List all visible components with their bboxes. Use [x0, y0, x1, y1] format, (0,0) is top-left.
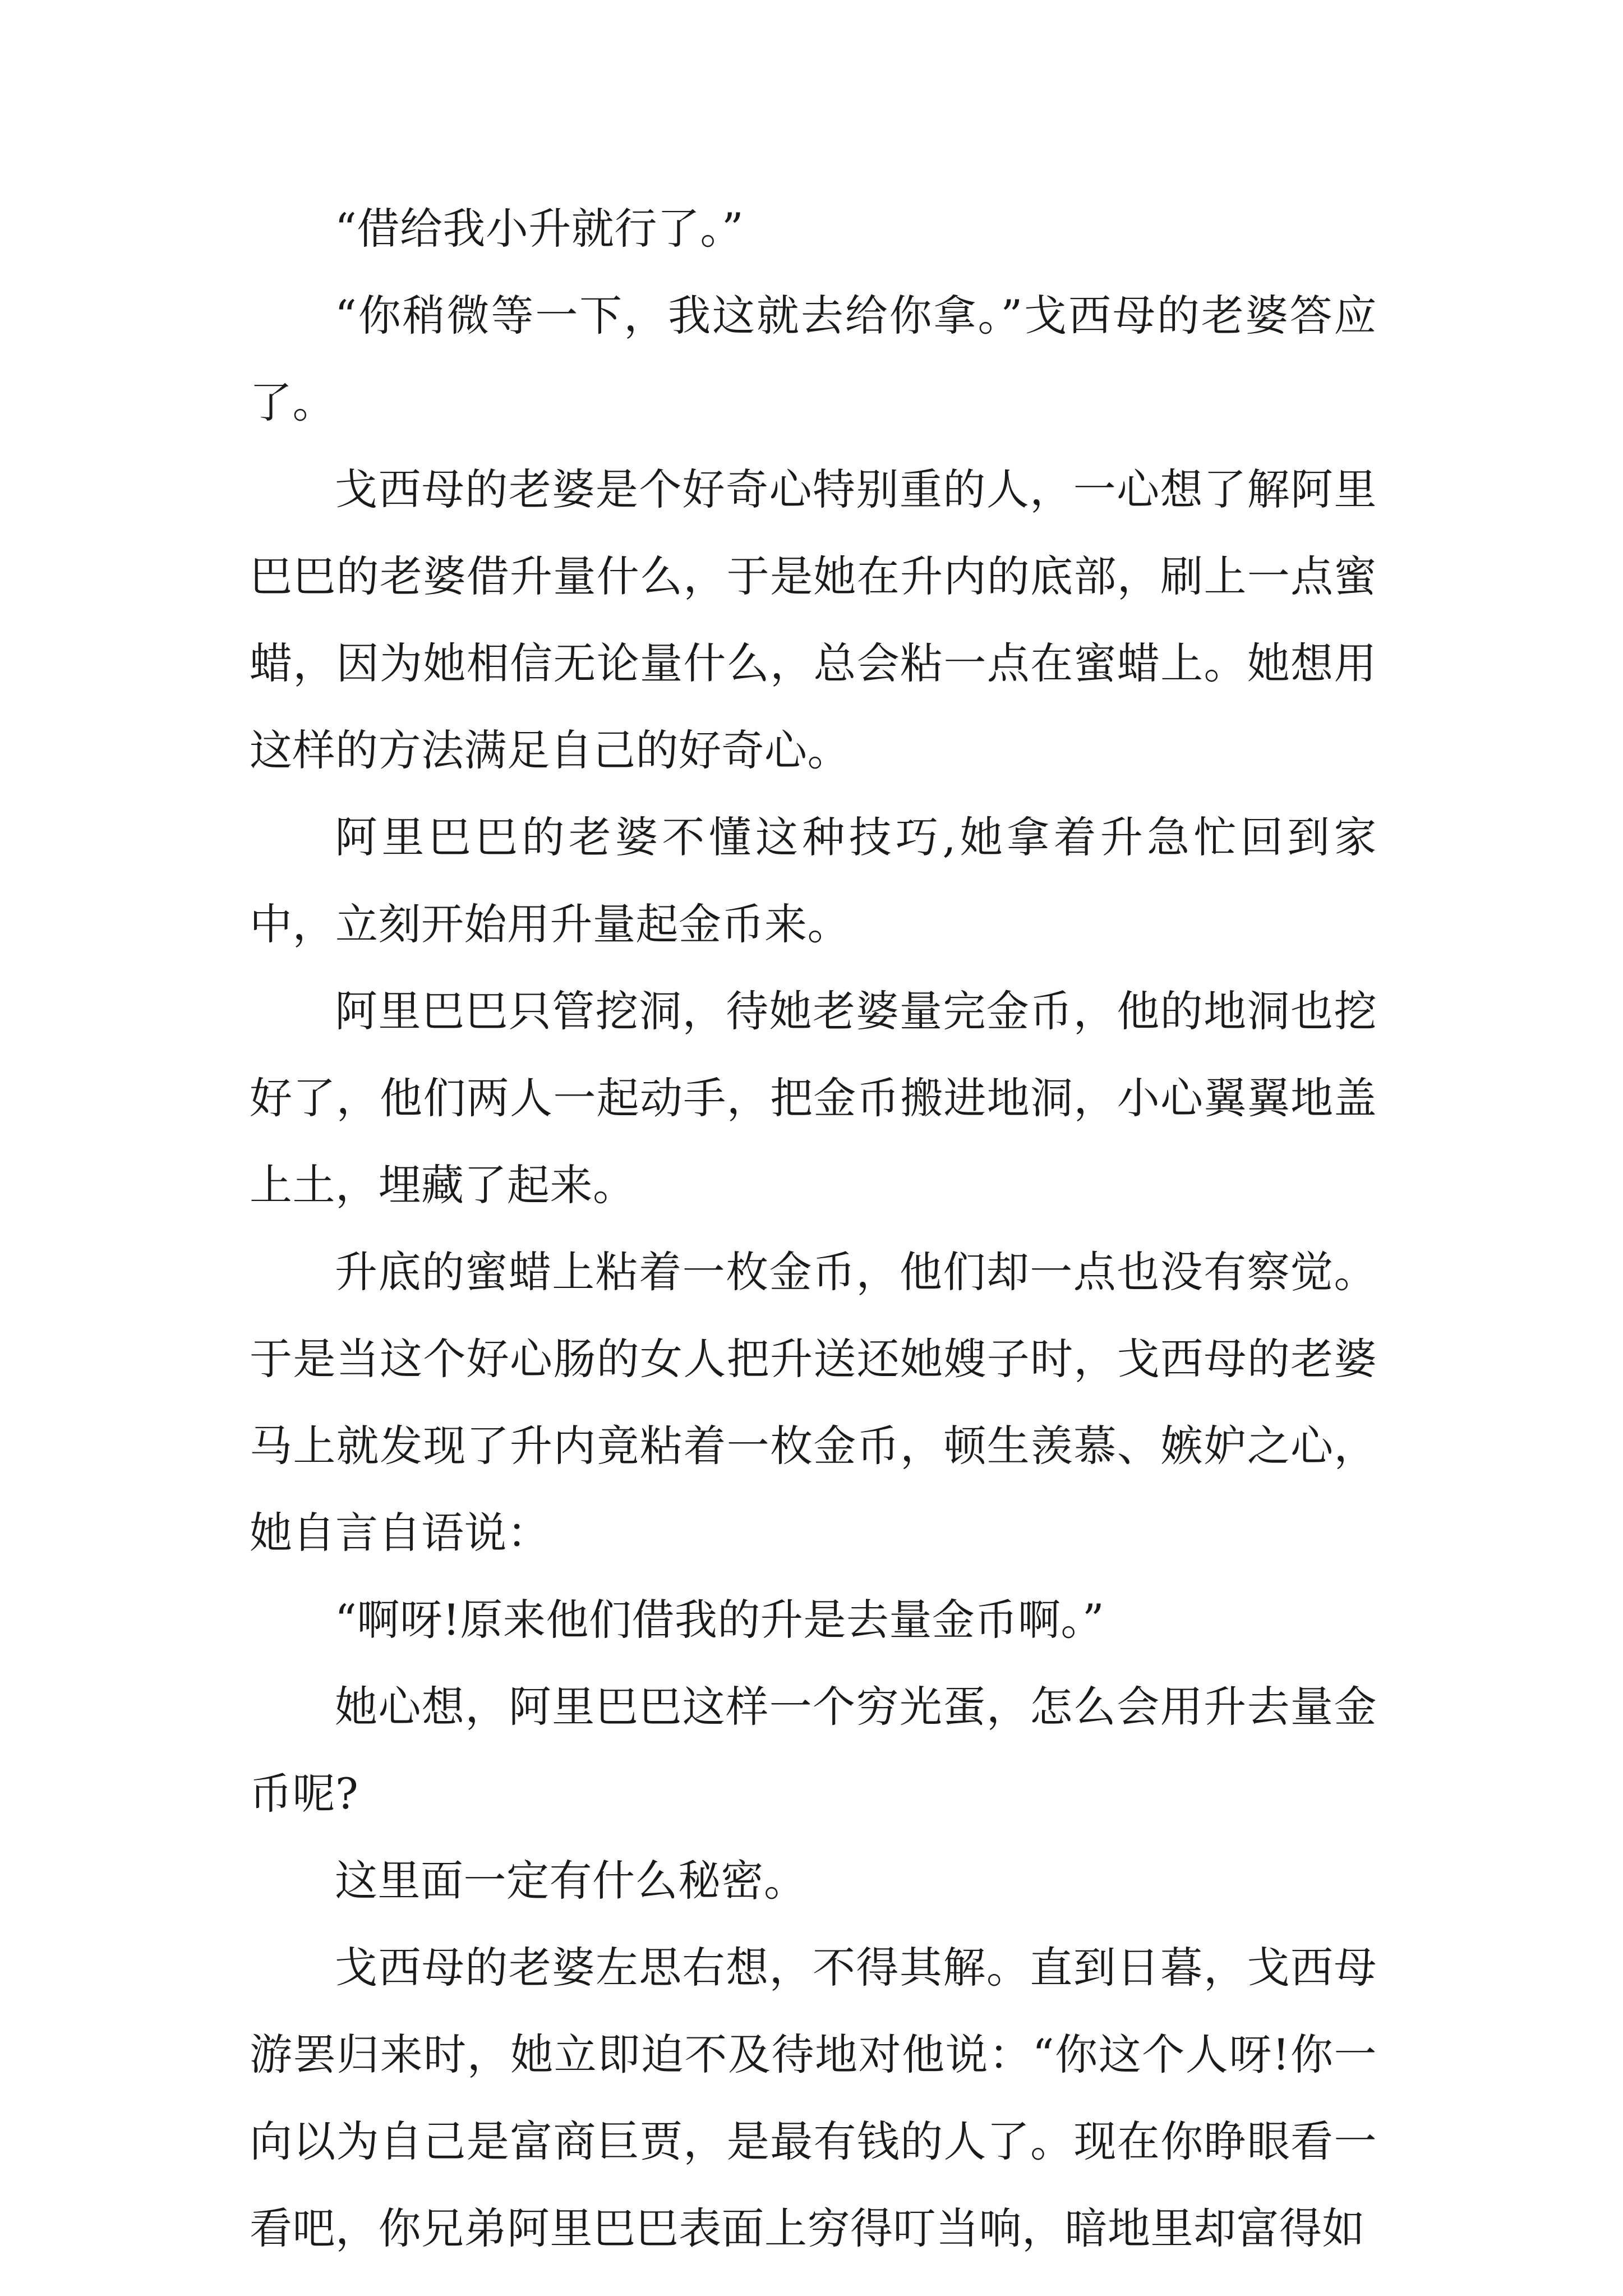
paragraph-9: 这里面一定有什么秘密。	[335, 1856, 807, 1906]
paragraph-4: 阿里巴巴的老婆不懂这种技巧,她拿着升急忙回到家中，立刻开始用升量起金币来。	[250, 812, 1377, 949]
paragraph-2: “你稍微等一下，我这就去给你拿。”戈西母的老婆答应了。	[250, 291, 1377, 427]
paragraph-10: 戈西母的老婆左思右想，不得其解。直到日暮，戈西母游罢归来时，她立即迫不及待地对他说：“你这个人呀!你一向以为自己是富商巨贾，是最有钱的人了。现在你睁眼看一看吧，你兄弟阿里巴巴表面上穷得叮当响，暗地里却富得如	[250, 1943, 1377, 2253]
paragraph-7: “啊呀!原来他们借我的升是去量金币啊。”	[335, 1595, 1105, 1645]
paragraph-3: 戈西母的老婆是个好奇心特别重的人，一心想了解阿里巴巴的老婆借升量什么，于是她在升内的底部，刷上一点蜜蜡，因为她相信无论量什么，总会粘一点在蜜蜡上。她想用这样的方法满足自己的好奇心。	[250, 464, 1377, 775]
paragraph-6: 升底的蜜蜡上粘着一枚金币，他们却一点也没有察觉。于是当这个好心肠的女人把升送还她嫂子时，戈西母的老婆马上就发现了升内竟粘着一枚金币，顿生羡慕、嫉妒之心，她自言自语说：	[250, 1247, 1377, 1558]
paragraph-5: 阿里巴巴只管挖洞，待她老婆量完金币，他的地洞也挖好了，他们两人一起动手，把金币搬进地洞，小心翼翼地盖上土，埋藏了起来。	[250, 986, 1377, 1210]
paragraph-1: “借给我小升就行了。”	[335, 204, 744, 254]
paragraph-8: 她心想，阿里巴巴这样一个穷光蛋，怎么会用升去量金币呢?	[250, 1682, 1377, 1819]
body-text	[250, 185, 1377, 2272]
